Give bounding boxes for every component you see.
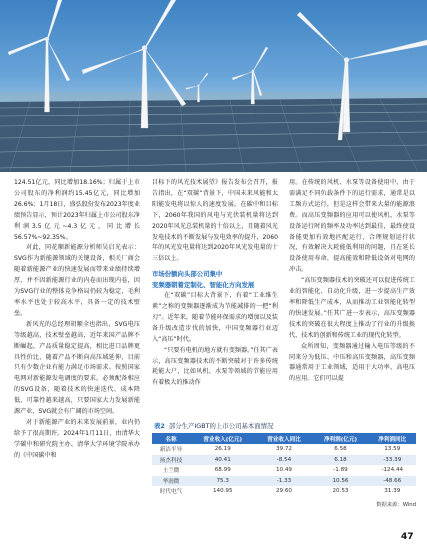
paragraph: 在“双碳”目标大背景下，有着“工业维生素”之称的变频器逐渐成为节能减排的一把“利刃”。近年来，随着节能环保需求的增加以及装备升级改造步伐的加快，中国变频器行业迈入“高压”时代。 bbox=[152, 292, 278, 343]
table-cell: -48.66 bbox=[369, 476, 416, 487]
table-cell: 时代电气 bbox=[159, 489, 183, 496]
paragraph: 目标下的风光技术展望》报告发布会召开，报告指出，在“双碳”背景下，中国未来风能和太阳能发电将以惊人的速度发展。在碳中和目标下，2060年我国的风电与光伏装机量将达到2020年风光总装机量的十倍以上，且随着风光发电技术的不断发展与发电效率的提升，2060年的风光发电量将达到2020年风光发电量的十三倍以上。 bbox=[152, 179, 278, 263]
table-cell: -124.44 bbox=[381, 467, 404, 474]
paragraph: 对此，同花顺新能源分析师吴启光表示：SVG作为新能源领域的关键设备，相关厂商会随着新能源产业的快速发展而带来业绩持续增厚，并不因新能源行业的内卷而出现内卷，因为SVG行业的整体竞争格局仍较为稳定，毛利率水平也处于较高水平，具备一定的技术壁垒。 bbox=[14, 244, 140, 317]
table-cell: 26.19 bbox=[214, 446, 231, 453]
table-cell: 6.58 bbox=[334, 446, 347, 453]
table-cell: 20.53 bbox=[332, 488, 349, 495]
paragraph: 新风光的总经理胡顺全也指出，SVG电压等级越高，技术壁垒越高，近年来国产品牌不断崛起，产品质量稳定提高，相比进口品牌更具性价比，随着产品不断向高压域延伸，目前只有少数企业有能力满足市场需求。按照国家电网对新能源发电调度的要求，必须配备相应的SVG设备，随着技术的快速迭代、成本降低、可靠性越来越高，只要国家大力发展新能源产业，SVG就会有广阔的市场空间。 bbox=[14, 320, 140, 416]
wind-turbines-solar-panels-illustration bbox=[0, 0, 427, 172]
paragraph: 众所周知，变频器通过输入电压等级的不同来分为低压、中压和高压变频器，高压变频器通常用于工业领域，适用于大功率、高电压的应用。它们可以提 bbox=[289, 342, 415, 383]
table-cell: 140.95 bbox=[212, 488, 233, 495]
table-cell: -1.89 bbox=[333, 467, 348, 474]
data-table bbox=[152, 433, 416, 497]
table-cell: -1.33 bbox=[256, 476, 313, 487]
article-column-2 bbox=[152, 178, 278, 389]
table-cell: 13.59 bbox=[384, 446, 401, 453]
article-column-3 bbox=[289, 178, 415, 385]
table-cell: 40.41 bbox=[190, 455, 256, 466]
hero-photo-wind-solar bbox=[0, 0, 427, 172]
table-cell: -33.39 bbox=[369, 455, 416, 466]
paragraph: 用。在传统的风机、水泵等设备使用中，由于需满足不同负载条件下的运行需求，通常是以工频方式运行，但是这样会带来大量的能源浪费。而高压变频器的应用可以使风机、水泵等设备运行时的频率及功率达到最佳，最终使设备能更加有效地匹配运行，合理规划运行状况，有效解决大耗能低利用的问题，且在延长设备使用寿命，提高能效和降低设备对电网的冲击。 bbox=[289, 179, 415, 274]
table-number: 表2 bbox=[154, 422, 165, 430]
page-number: 47 bbox=[401, 532, 414, 542]
column-header: 营业收入(亿元) bbox=[190, 433, 256, 444]
table-row bbox=[152, 444, 416, 455]
column-header: 净利润同比 bbox=[369, 433, 416, 444]
table-title-text: 部分生产IGBT的上市公司基本面情况 bbox=[168, 422, 274, 430]
table-row bbox=[152, 465, 416, 476]
table-title bbox=[154, 421, 416, 430]
table-cell: 31.39 bbox=[384, 488, 401, 495]
igbt-company-table bbox=[152, 421, 416, 508]
paragraph: “高压变频器技术的突破还可以促进传统工业的智能化、自动化升级，进一步提高生产效率和降低生产成本，从而推动工业智能化转型的快速发展。”任其广进一步表示，高压变频器技术的突破在很大程度上推动了行业的升级换代，技术的创新和传统工业的现代化转型。 bbox=[289, 277, 415, 339]
table-cell: 士兰微 bbox=[162, 468, 180, 475]
column-header: 名称 bbox=[152, 433, 190, 444]
table-cell: 华润微 bbox=[152, 476, 190, 487]
paragraph: 对于新能源产业的未来发展前景，业内仍给予了很高期许。2024年1月11日，由清华大学碳中和研究院主办、清华大学环境学院承办的《中国碳中和 bbox=[14, 418, 140, 459]
table-cell: 6.18 bbox=[312, 455, 368, 466]
column-header: 营业收入同比 bbox=[256, 433, 313, 444]
table-cell: 29.60 bbox=[275, 488, 292, 495]
table-header-row bbox=[152, 433, 416, 444]
article-column-1 bbox=[14, 178, 140, 462]
table-source-note: 数据来源：Wind bbox=[376, 501, 416, 508]
section-subheading: 变频器朝着定制化、智能化方向发展 bbox=[152, 281, 255, 290]
column-header: 净利润(亿元) bbox=[312, 433, 368, 444]
section-heading: 市场份额向头部公司集中 bbox=[152, 270, 223, 279]
table-cell: 10.56 bbox=[312, 476, 368, 487]
table-row bbox=[152, 476, 416, 487]
table-row bbox=[152, 486, 416, 497]
table-cell: 10.49 bbox=[275, 467, 292, 474]
table-cell: -8.54 bbox=[256, 455, 313, 466]
paragraph: “只要有电机的地方就有变频器。”任其广表示，高压变频器技术的不断突破对于许多传统耗能大户，比如风机、水泵等领域的节能应用有着极大的推动作 bbox=[152, 346, 278, 387]
table-row bbox=[152, 455, 416, 466]
table-cell: 39.72 bbox=[275, 446, 292, 453]
table-cell: 扬杰科技 bbox=[152, 455, 190, 466]
paragraph: 124.51亿元，同比增加18.16%；归属于上市公司股东的净利润约15.45亿元，同比增加26.6%；1月18日，盛弘股份发布2023年度业绩预告显示，预计2023年归属上市公司股东净利润3.5亿元~4.3亿元，同比增长56.57%~92.35%。 bbox=[14, 179, 140, 241]
table-cell: 75.3 bbox=[190, 476, 256, 487]
table-cell: 68.99 bbox=[214, 467, 231, 474]
table-cell: 新洁半导 bbox=[159, 447, 183, 454]
